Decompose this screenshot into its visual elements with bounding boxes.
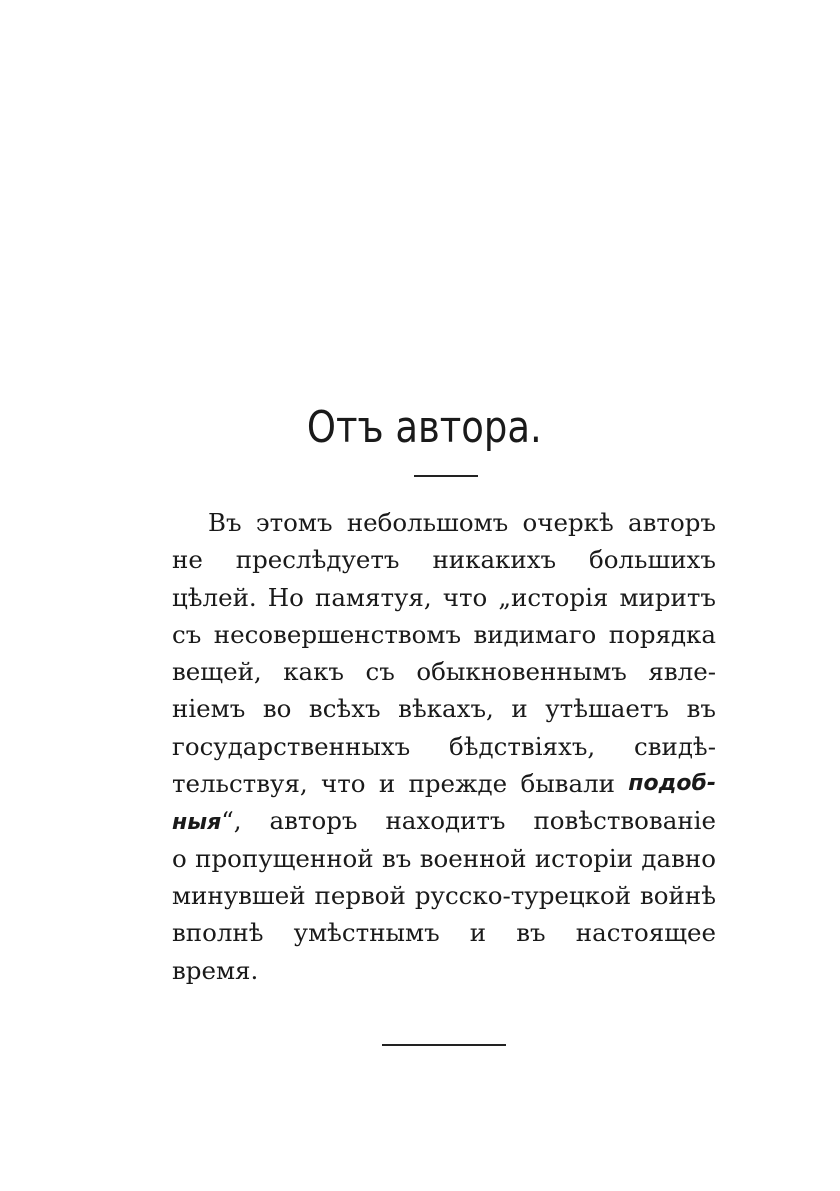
word: въ (516, 918, 546, 948)
closing-quote: “, (221, 806, 242, 836)
word: вѣкахъ, (398, 694, 494, 724)
text-line (172, 840, 716, 877)
word: очеркѣ (522, 508, 614, 537)
word: настоящее (575, 918, 716, 948)
word: памятуя, (315, 582, 432, 612)
word: пропущенной (195, 843, 374, 873)
word: бывали (520, 769, 615, 799)
word: небольшомъ (346, 508, 509, 537)
end-divider (382, 1044, 506, 1046)
word: утѣшаетъ (545, 694, 670, 724)
word: видимаго (473, 619, 597, 649)
emphasized-word: подоб- (628, 771, 716, 797)
word: военной (419, 843, 527, 873)
word: Въ (208, 508, 242, 537)
text-line (172, 690, 716, 727)
word: съ (365, 657, 395, 687)
word: вполнѣ (172, 918, 264, 948)
word: что (442, 582, 488, 612)
word: авторъ (628, 508, 716, 537)
word: цѣлей. (172, 582, 257, 612)
emphasized-word: ныя (172, 810, 222, 836)
word: бѣдствіяхъ, (449, 731, 596, 761)
word: съ (172, 619, 202, 649)
word: минувшей (172, 880, 306, 910)
word: вещей, (172, 657, 262, 687)
preface-paragraph (172, 504, 716, 989)
word: о (172, 843, 187, 873)
word: какъ (283, 657, 345, 687)
word: авторъ (269, 806, 358, 836)
text-line (172, 504, 716, 541)
word-group (172, 802, 242, 839)
word: время. (172, 955, 259, 985)
word: во (262, 694, 292, 724)
word: первой (314, 880, 406, 910)
word: Но (267, 582, 304, 612)
word: порядка (608, 619, 716, 649)
text-line (172, 877, 716, 914)
word: войнѣ (640, 880, 716, 910)
word: въ (381, 843, 412, 873)
page-title: Отъ автора. (306, 402, 542, 453)
word: не (172, 545, 203, 575)
word: ніемъ (172, 694, 246, 724)
word: свидѣ- (634, 731, 716, 761)
text-line (172, 952, 716, 989)
text-line (172, 579, 716, 616)
title-divider (414, 475, 478, 477)
text-line (172, 802, 716, 839)
word: находитъ (385, 806, 506, 836)
text-line (172, 653, 716, 690)
word: и (469, 918, 487, 948)
word: и (378, 769, 396, 799)
word: повѣствованіе (533, 806, 716, 836)
word: что (321, 769, 366, 799)
word: прежде (408, 769, 508, 799)
word: миритъ (619, 582, 716, 612)
text-line (172, 765, 716, 802)
word: и (511, 694, 528, 724)
word: умѣстнымъ (293, 918, 440, 948)
word: „исторія (498, 582, 609, 612)
text-line (172, 616, 716, 653)
word: несовершенствомъ (213, 619, 462, 649)
text-line (172, 541, 716, 578)
word: исторіи (534, 843, 634, 873)
word: обыкновеннымъ (416, 657, 627, 687)
word: въ (686, 694, 716, 724)
text-line (172, 728, 716, 765)
word: явле- (648, 657, 716, 687)
word: русско-турецкой (414, 880, 632, 910)
word: никакихъ (432, 545, 557, 575)
word: давно (641, 843, 716, 873)
word: преслѣдуетъ (235, 545, 400, 575)
word: государственныхъ (172, 731, 411, 761)
word: всѣхъ (308, 694, 381, 724)
word: большихъ (589, 545, 716, 575)
word: тельствуя, (172, 769, 308, 799)
word: этомъ (255, 508, 333, 537)
text-line (172, 914, 716, 951)
